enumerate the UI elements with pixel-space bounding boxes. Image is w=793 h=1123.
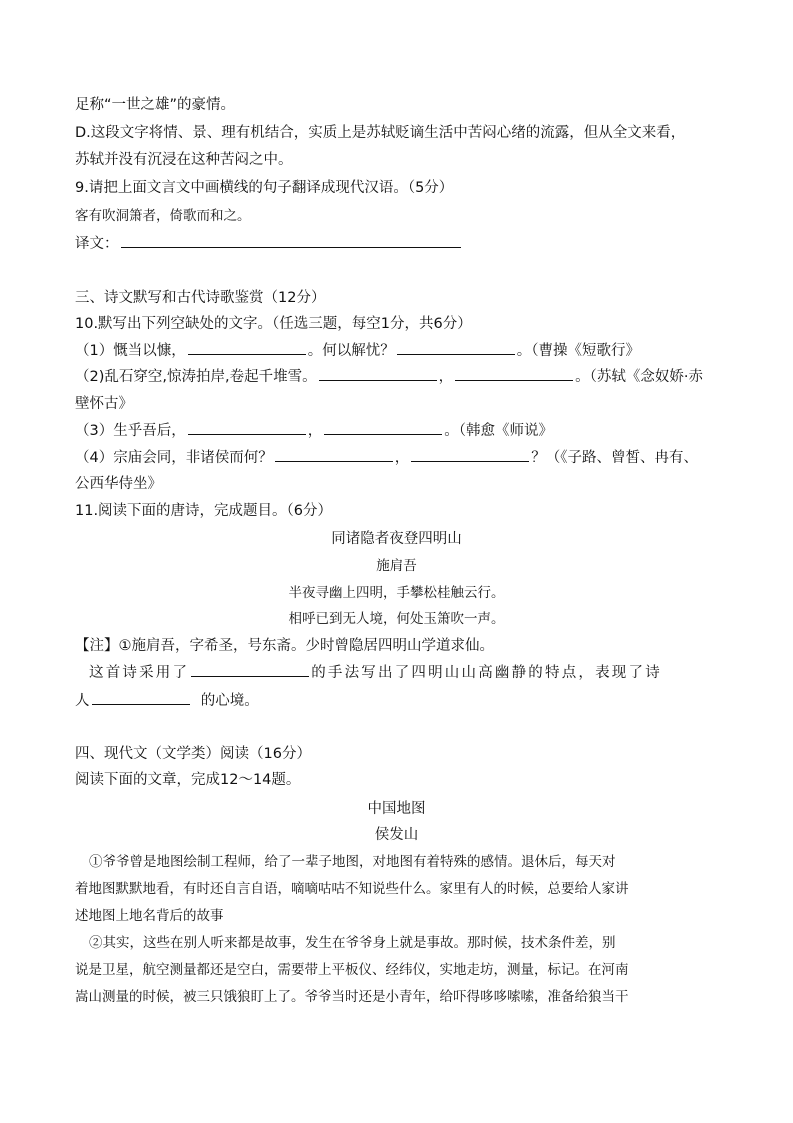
- q11-text-a: 这首诗采用了: [89, 665, 190, 681]
- q10-item3-text-c: 。（韩愈《师说》: [444, 423, 553, 439]
- poem-title: 同诸隐者夜登四明山: [331, 531, 462, 547]
- poem-author: 施肩吾: [376, 558, 417, 574]
- q8-tail-line: 足称“一世之雄”的豪情。: [75, 97, 236, 113]
- q10-item4-blank1[interactable]: [275, 447, 393, 462]
- q9-prompt: 9.请把上面文言文中画横线的句子翻译成现代汉语。（5分）: [75, 180, 454, 196]
- paragraph1-line2: 着地图默默地看，有时还自言自语，嘀嘀咕咕不知说些什么。家里有人的时候，总要给人家讲: [75, 881, 629, 897]
- poem-line1: 半夜寻幽上四明，手攀松桂触云行。: [288, 585, 505, 601]
- q10-item1-blank1[interactable]: [188, 340, 306, 355]
- q10-item4-text-a: （4）宗庙会同，非诸侯而何？: [75, 450, 273, 466]
- q10-item2-blank2[interactable]: [455, 366, 573, 381]
- q10-item3: [75, 420, 735, 442]
- q10-item2-blank1[interactable]: [319, 366, 437, 381]
- q11-text-d: 的心境。: [200, 693, 259, 709]
- q10-item3-text-b: ，: [307, 423, 323, 439]
- paragraph2-line2: 说是卫星，航空测量都还是空白，需要带上平板仪、经纬仪，实地走坊，测量，标记。在河南: [75, 962, 629, 978]
- q10-prompt: 10.默写出下列空缺处的文字。（任选三题，每空1分，共6分）: [75, 316, 472, 332]
- q8-option-d-line2: 苏轼并没有沉浸在这种苦闷之中。: [75, 152, 293, 168]
- q10-item2-text-c: 。（苏轼《念奴娇·赤: [575, 369, 703, 385]
- q9-answer-blank[interactable]: [121, 233, 461, 248]
- q8-option-d-line1: D.这段文字将情、景、理有机结合，实质上是苏轼贬谪生活中苦闷心绪的流露，但从全文来看，: [75, 125, 686, 141]
- q10-item3-blank2[interactable]: [324, 420, 442, 435]
- q11-text-c: 人: [75, 693, 90, 709]
- article-author: 侯发山: [374, 827, 419, 843]
- q11-text-b: 的手法写出了四明山山高幽静的特点，表现了诗: [311, 665, 662, 681]
- q11-prompt: 11.阅读下面的唐诗，完成题目。（6分）: [75, 503, 333, 519]
- q9-answer-line: [75, 233, 735, 255]
- q10-item4-text-c: ？（《子路、曾皙、冉有、: [531, 450, 698, 466]
- paragraph2-line3: 嵩山测量的时候，被三只饿狼盯上了。爷爷当时还是小青年，给吓得哆哆嗦嗦，准备给狼当干: [75, 989, 629, 1005]
- q10-item1: [75, 340, 735, 362]
- section3-heading: 三、诗文默写和古代诗歌鉴赏（12分）: [75, 290, 326, 306]
- q9-answer-label: 译文：: [75, 236, 119, 252]
- article-title: 中国地图: [367, 801, 426, 817]
- q10-item1-text-a: （1）慨当以慷，: [75, 343, 186, 359]
- q10-item1-text-c: 。（曹操《短歌行》: [516, 343, 640, 359]
- q10-item2: [75, 366, 735, 388]
- q10-item1-blank2[interactable]: [397, 340, 515, 355]
- q10-item2-text-a: （2)乱石穿空,惊涛拍岸,卷起千堆雪。: [75, 369, 317, 385]
- q11-blank2[interactable]: [92, 690, 190, 705]
- q10-item4-cont: 公西华侍坐》: [75, 476, 162, 492]
- q10-item3-blank1[interactable]: [188, 420, 306, 435]
- q10-item1-text-b: 。何以解忧？: [307, 343, 395, 359]
- paragraph1-line1: ①爷爷曾是地图绘制工程师，给了一辈子地图，对地图有着特殊的感情。退休后，每天对: [89, 854, 616, 870]
- q10-item4-text-b: ，: [394, 450, 410, 466]
- section4-instruction: 阅读下面的文章，完成12～14题。: [75, 772, 301, 788]
- poem-line2: 相呼已到无人境，何处玉箫吹一声。: [288, 611, 505, 627]
- q11-text-line2: [75, 690, 735, 712]
- q11-text-line1: [75, 662, 749, 684]
- paragraph2-line1: ②其实，这些在别人听来都是故事，发生在爷爷身上就是事故。那时候，技术条件差，别: [89, 935, 616, 951]
- section4-heading: 四、现代文（文学类）阅读（16分）: [75, 746, 311, 762]
- q10-item4-blank2[interactable]: [411, 447, 529, 462]
- poem-note: 【注】①施肩吾，字希圣，号东斋。少时曾隐居四明山学道求仙。: [75, 638, 494, 654]
- q10-item3-text-a: （3）生乎吾后，: [75, 423, 186, 439]
- q10-item4: [75, 447, 735, 469]
- q11-blank1[interactable]: [191, 662, 309, 677]
- q9-sentence: 客有吹洞箫者，倚歌而和之。: [75, 208, 251, 224]
- paragraph1-line3: 述地图上地名背后的故事: [75, 908, 224, 924]
- q10-item2-text-b: ，: [438, 369, 454, 385]
- q10-item2-cont: 壁怀古》: [75, 396, 133, 412]
